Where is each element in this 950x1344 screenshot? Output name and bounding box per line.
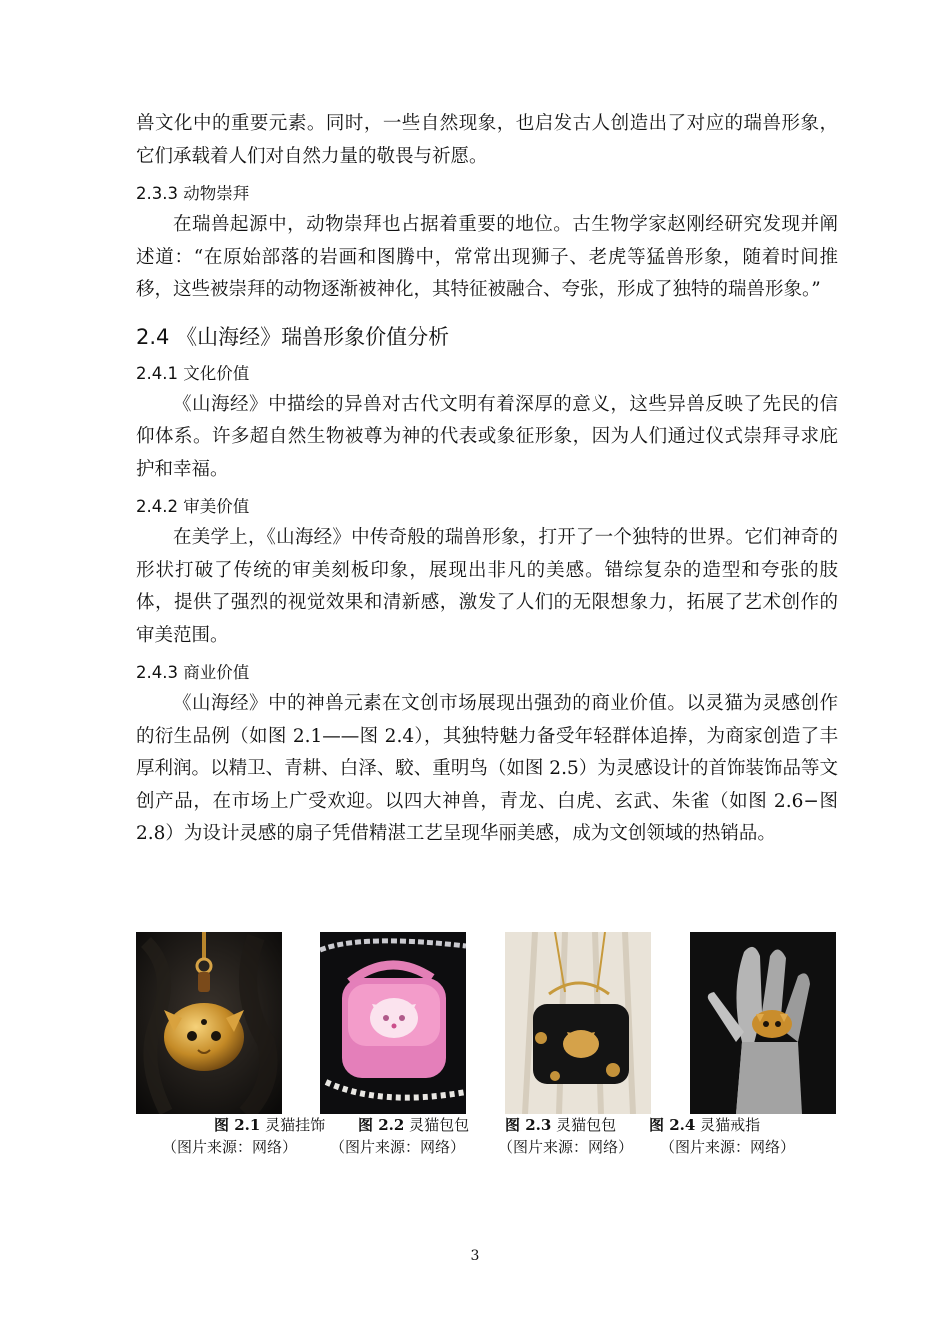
figure-2-2 bbox=[320, 932, 468, 1114]
paragraph-2-3-3: 在瑞兽起源中，动物崇拜也占据着重要的地位。古生物学家赵刚经研究发现并阐述道：“在原始部落的岩画和图腾中，常常出现狮子、老虎等猛兽形象，随着时间推移，这些被崇拜的动物逐渐被神化，其特征被融合、夸张，形成了独特的瑞兽形象。” bbox=[136, 214, 838, 300]
heading-2-4: 2.4 《山海经》瑞兽形象价值分析 bbox=[136, 324, 450, 349]
pink-cat-bag-image bbox=[320, 932, 466, 1114]
cat-pendant-image bbox=[136, 932, 282, 1114]
paragraph-2-4-2: 在美学上，《山海经》中传奇般的瑞兽形象，打开了一个独特的世界。它们神奇的形状打破了传统的审美刻板印象，展现出非凡的美感。错综复杂的造型和夸张的肢体，提供了强烈的视觉效果和清新感，激发了人们的无限想象力，拓展了艺术创作的审美范围。 bbox=[136, 527, 838, 646]
caption-2-3-source: （图片来源：网络） bbox=[498, 1138, 634, 1156]
paragraph-2-4-1: 《山海经》中描绘的异兽对古代文明有着深厚的意义，这些异兽反映了先民的信仰体系。许多超自然生物被尊为神的代表或象征形象，因为人们通过仪式崇拜寻求庇护和幸福。 bbox=[136, 393, 838, 480]
document-body bbox=[136, 108, 838, 851]
paragraph-intro: 兽文化中的重要元素。同时，一些自然现象，也启发古人创造出了对应的瑞兽形象，它们承载着人们对自然力量的敬畏与祈愿。 bbox=[136, 113, 838, 167]
heading-2-4-3: 2.4.3 商业价值 bbox=[136, 663, 250, 682]
figure-2-3 bbox=[505, 932, 653, 1114]
caption-2-1-source: （图片来源：网络） bbox=[162, 1138, 298, 1156]
heading-2-3-3: 2.3.3 动物崇拜 bbox=[136, 184, 250, 203]
caption-2-3: 图 2.3 灵猫包包 bbox=[505, 1116, 617, 1134]
heading-2-4-1: 2.4.1 文化价值 bbox=[136, 363, 250, 383]
black-cat-bag-image bbox=[505, 932, 651, 1114]
paragraph-2-4-3: 《山海经》中的神兽元素在文创市场展现出强劲的商业价值。以灵猫为灵感创作的衍生品例（如图 2.1——图 2.4），其独特魅力备受年轻群体追捧，为商家创造了丰厚利润。以精卫、青耕、白泽、駮、重明鸟（如图 2.5）为灵感设计的首饰装饰品等文创产品，在市场上广受欢迎。以四大神兽，青龙、白虎、玄武、朱雀（如图 2.6−图 2.8）为设计灵感的扇子凭借精湛工艺呈现华丽美感，成为文创领域的热销品。 bbox=[136, 693, 838, 844]
caption-2-2: 图 2.2 灵猫包包 bbox=[358, 1116, 470, 1134]
caption-2-2-source: （图片来源：网络） bbox=[330, 1138, 466, 1156]
figure-2-1 bbox=[136, 932, 284, 1114]
caption-2-4-source: （图片来源：网络） bbox=[660, 1138, 796, 1156]
page-number: 3 bbox=[470, 1248, 480, 1264]
caption-2-4: 图 2.4 灵猫戒指 bbox=[649, 1116, 761, 1134]
cat-ring-image bbox=[690, 932, 836, 1114]
caption-2-1: 图 2.1 灵猫挂饰 bbox=[214, 1116, 326, 1134]
figure-2-4 bbox=[690, 932, 838, 1114]
heading-2-4-2: 2.4.2 审美价值 bbox=[136, 497, 250, 516]
